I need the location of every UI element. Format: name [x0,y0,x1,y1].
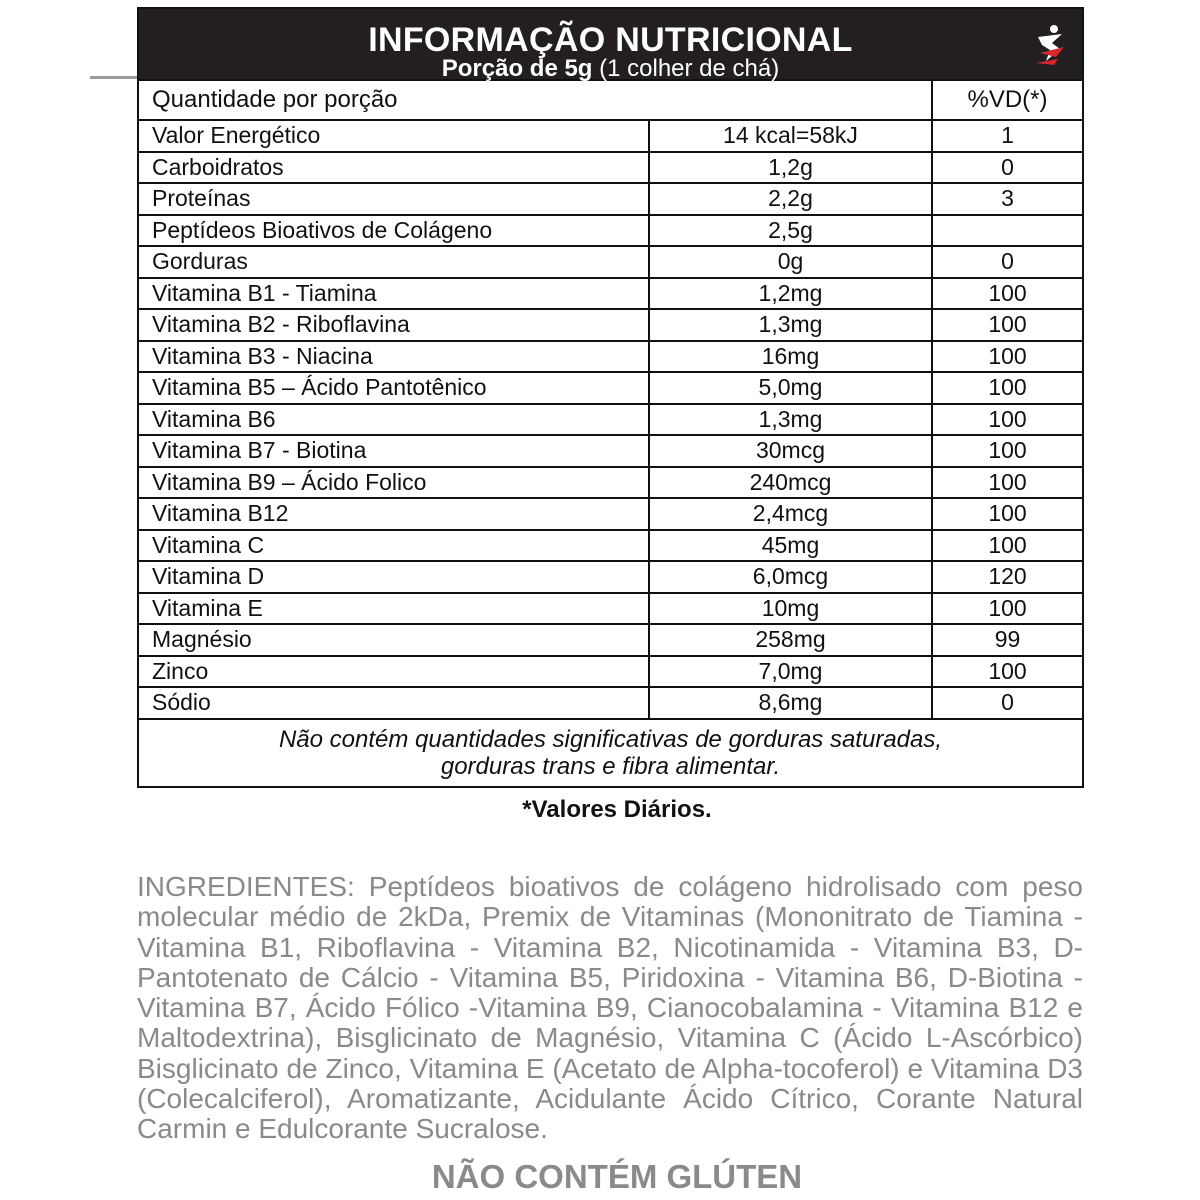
nutrient-amount: 14 kcal=58kJ [650,121,933,151]
serving-size-detail: (1 colher de chá) [592,55,780,82]
nutrient-dv: 1 [1001,122,1014,149]
serving-size [139,56,1082,82]
table-row [139,121,1082,153]
nutrient-dv: 100 [988,405,1027,432]
nutrient-amount: 2,4mcg [650,499,933,529]
daily-values-footnote: *Valores Diários. [522,796,712,823]
nutrient-name: Vitamina B12 [139,499,650,529]
table-row [139,499,1082,531]
note-box [139,720,1082,786]
table-row [139,216,1082,248]
nutrient-name: Vitamina B3 - Niacina [139,342,650,372]
nutrient-dv: 0 [1001,689,1014,716]
nutrient-name: Vitamina D [139,562,650,592]
table-row [139,625,1082,657]
nutrient-amount: 6,0mcg [650,562,933,592]
table-header-row [139,81,1082,121]
nutrient-dv: 100 [988,342,1027,369]
gluten-free-statement: NÃO CONTÉM GLÚTEN [431,1158,803,1195]
table-row [139,310,1082,342]
nutrient-name: Vitamina B6 [139,405,650,435]
note-line-1: Não contém quantidades significativas de gorduras saturadas, [278,725,943,753]
nutrient-name: Sódio [139,688,650,718]
nutrient-amount: 7,0mg [650,657,933,687]
nutrient-name: Gorduras [139,247,650,277]
nutrient-dv: 120 [988,563,1027,590]
nutrient-name: Vitamina B7 - Biotina [139,436,650,466]
nutrient-dv: 100 [988,500,1027,527]
nutrient-name: Vitamina B9 – Ácido Folico [139,468,650,498]
nutrient-amount: 30mcg [650,436,933,466]
nutrient-dv: 100 [988,657,1027,684]
table-row [139,468,1082,500]
table-row [139,184,1082,216]
nutrient-dv: 0 [1001,248,1014,275]
quantity-header: Quantidade por porção [139,81,933,119]
table-row [139,531,1082,563]
table-row [139,594,1082,626]
nutrient-amount: 45mg [650,531,933,561]
nutrient-name: Vitamina B5 – Ácido Pantotênico [139,373,650,403]
nutrient-name: Vitamina B1 - Tiamina [139,279,650,309]
nutrient-amount: 1,3mg [650,405,933,435]
nutrient-dv: 100 [988,437,1027,464]
nutrient-dv: 100 [988,311,1027,338]
nutrient-dv: 100 [988,468,1027,495]
nutrient-dv [933,216,1082,246]
nutrient-dv: 100 [988,279,1027,306]
nutrient-name: Proteínas [139,184,650,214]
table-row [139,153,1082,185]
nutrient-amount: 240mcg [650,468,933,498]
serving-size-bold: Porção de 5g [441,55,593,82]
nutrient-amount: 1,3mg [650,310,933,340]
nutrient-name: Zinco [139,657,650,687]
table-row [139,405,1082,437]
table-row [139,279,1082,311]
table-title: INFORMAÇÃO NUTRICIONAL [368,21,853,59]
nutrient-amount: 258mg [650,625,933,655]
table-row [139,562,1082,594]
nutrient-name: Valor Energético [139,121,650,151]
nutrient-dv: 100 [988,374,1027,401]
decorative-line [90,76,140,79]
nutrient-name: Carboidratos [139,153,650,183]
nutrient-amount: 10mg [650,594,933,624]
ingredients-text: INGREDIENTES: Peptídeos bioativos de colágeno hidrolisado com peso molecular médio de 2kDa, Premix de Vitaminas (Mononitrato de Tiamina - Vitamina B1, Riboflavina - Vitamina B2, Nicotinamida - Vitamina B3, D-Pantotenato de Cálcio - Vitamina B5, Piridoxina - Vitamina B6, D-Biotina - Vitamina B7, Ácido Fólico -Vitamina B9, Cianocobalamina - Vitamina B12 e Maltodextrina), Bisglicinato de Magnésio, Vitamina C (Ácido L-Ascórbico) Bisglicinato de Zinco, Vitamina E (Acetato de Alpha-tocoferol) e Vitamina D3 (Colecalciferol), Aromatizante, Acidulante Ácido Cítrico, Corante Natural Carmin e Edulcorante Sucralose. [137,871,1083,1145]
nutrient-name: Vitamina B2 - Riboflavina [139,310,650,340]
nutrient-dv: 0 [1001,153,1014,180]
nutrient-amount: 5,0mg [650,373,933,403]
nutrient-amount: 2,5g [650,216,933,246]
nutrient-amount: 1,2g [650,153,933,183]
dv-header: %VD(*) [967,86,1048,113]
table-row [139,373,1082,405]
table-row [139,247,1082,279]
nutrient-amount: 8,6mg [650,688,933,718]
nutrient-dv: 100 [988,531,1027,558]
nutrient-name: Magnésio [139,625,650,655]
nutrient-dv: 99 [994,626,1021,653]
nutrient-name: Vitamina C [139,531,650,561]
nutrient-amount: 1,2mg [650,279,933,309]
nutrient-name: Peptídeos Bioativos de Colágeno [139,216,650,246]
table-row [139,436,1082,468]
runner-logo-icon [1034,23,1068,67]
nutrient-amount: 0g [650,247,933,277]
table-row [139,342,1082,374]
nutrition-facts-table [137,7,1084,788]
nutrient-amount: 2,2g [650,184,933,214]
table-row [139,657,1082,689]
nutrient-amount: 16mg [650,342,933,372]
nutrient-dv: 100 [988,594,1027,621]
table-title-bar [139,9,1082,81]
note-line-2: gorduras trans e fibra alimentar. [440,752,781,780]
table-row [139,688,1082,720]
nutrient-rows [139,121,1082,720]
nutrient-dv: 3 [1001,185,1014,212]
nutrient-name: Vitamina E [139,594,650,624]
